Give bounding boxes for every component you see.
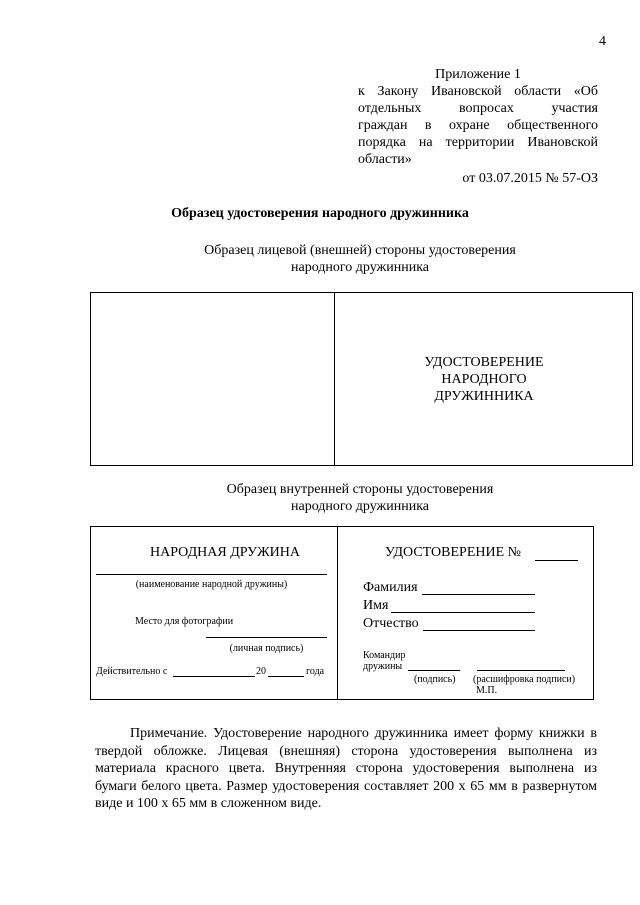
cover-line-1: УДОСТОВЕРЕНИЕ (424, 355, 544, 370)
appendix-line-5: области» (358, 152, 412, 167)
druzhina-title: НАРОДНАЯ ДРУЖИНА (150, 545, 300, 560)
valid-from-label: Действительно с (96, 666, 168, 677)
signature-line (206, 637, 327, 638)
note-paragraph (95, 725, 597, 813)
inner-side-heading (0, 481, 640, 515)
valid-date-line (173, 676, 255, 677)
commander-decoding-line (477, 670, 565, 671)
appendix-title: Приложение 1 (435, 67, 521, 82)
druzhina-name-caption: (наименование народной дружины) (135, 579, 288, 590)
valid-suffix: года (306, 666, 325, 677)
outer-side-heading-line-1: Образец лицевой (внешней) стороны удостоверения (204, 243, 516, 258)
photo-placeholder: Место для фотографии (135, 616, 234, 627)
surname-label: Фамилия (363, 580, 418, 595)
commander-label-line-2: дружины (363, 661, 403, 672)
patronymic-line (423, 630, 535, 631)
inner-side-heading-line-1: Образец внутренней стороны удостоверения (226, 482, 494, 497)
name-label: Имя (363, 598, 389, 613)
commander-signature-line (408, 670, 460, 671)
certificate-number-label: УДОСТОВЕРЕНИЕ № (385, 545, 522, 560)
inner-side-heading-line-2: народного дружинника (290, 499, 429, 514)
appendix-line-1: к Закону Ивановской области «Об (358, 84, 598, 99)
outer-side-heading (0, 242, 640, 276)
outer-side-fold-line (334, 292, 335, 465)
page-number: 4 (599, 34, 606, 49)
commander-signature-caption: (подпись) (414, 674, 456, 685)
valid-year-line (268, 676, 304, 677)
valid-year-prefix: 20 (256, 666, 266, 677)
certificate-number-line (535, 560, 578, 561)
surname-line (422, 594, 535, 595)
outer-side-cover-text (336, 354, 632, 405)
note-text: Примечание. Удостоверение народного дружинника имеет форму книжки в твердой обложке. Лицевая (внешняя) сторона удостоверения выполнена из материала красного цвета. Внутренняя сторона удостоверения выполнена из бумаги белого цвета. Размер удостоверения составляет 200 х 65 мм в развернутом виде и 100 х 65 мм в сложенном виде. (95, 726, 597, 811)
name-line (391, 612, 535, 613)
page-title: Образец удостоверения народного дружинника (171, 206, 469, 221)
signature-caption: (личная подпись) (229, 643, 304, 654)
inner-side-fold-line (337, 526, 338, 699)
appendix-line-2: отдельных вопросах участия (358, 101, 598, 116)
cover-line-3: ДРУЖИННИКА (434, 389, 534, 404)
patronymic-label: Отчество (363, 616, 419, 631)
stamp-place: М.П. (476, 685, 498, 696)
appendix-header (358, 66, 598, 187)
appendix-line-3: граждан в охране общественного (358, 118, 598, 133)
outer-side-heading-line-2: народного дружинника (290, 260, 429, 275)
appendix-date: от 03.07.2015 № 57-ОЗ (462, 171, 598, 186)
druzhina-name-line (96, 574, 327, 575)
commander-label-line-1: Командир (363, 650, 406, 661)
commander-decoding-caption: (расшифровка подписи) (473, 674, 576, 685)
cover-line-2: НАРОДНОГО (441, 372, 527, 387)
appendix-line-4: порядка на территории Ивановской (358, 135, 598, 150)
